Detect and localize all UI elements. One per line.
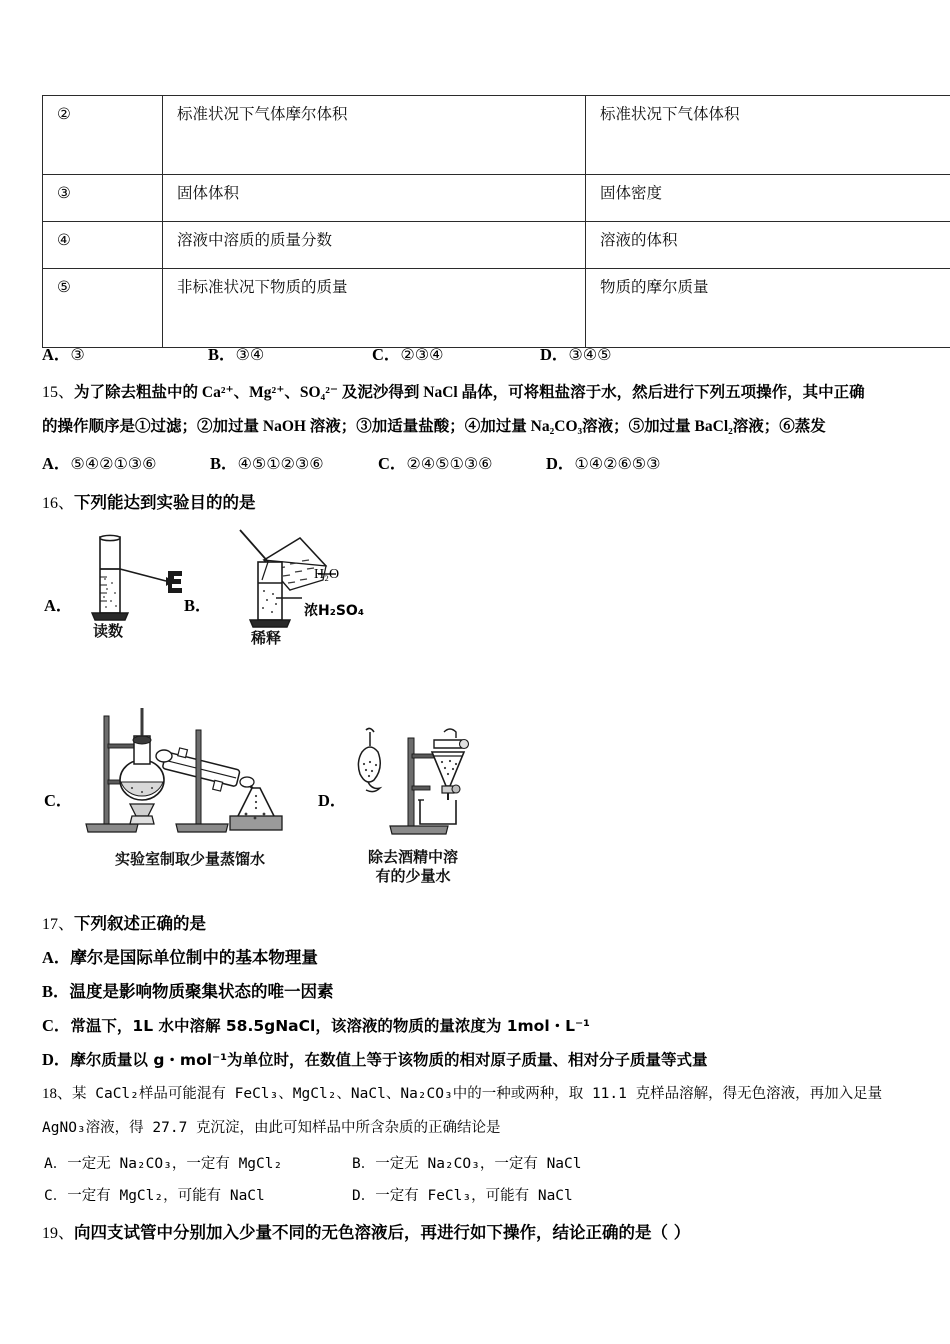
q15-stem-line2 [42, 414, 922, 436]
q16-figure-d [352, 724, 492, 846]
q18-option-b-label: B． [352, 1156, 376, 1172]
q14-option-d-label: D． [540, 345, 569, 364]
q15-option-c-label: C． [378, 454, 407, 473]
q15-number: 15、 [42, 384, 75, 401]
q14-option-b [208, 341, 264, 365]
table-cell-quantity-a: 固体体积 [163, 175, 586, 222]
table-cell-quantity-b: 固体密度 [586, 175, 950, 222]
q18-option-a [44, 1152, 282, 1173]
q16-stem-text: 下列能达到实验目的的是 [74, 493, 256, 512]
q19-stem-text: 向四支试管中分别加入少量不同的无色溶液后，再进行如下操作，结论正确的是（ ） [74, 1223, 691, 1242]
q18-option-a-label: A． [44, 1156, 68, 1172]
q14-option-a-value: ③ [70, 345, 85, 364]
q15-option-d-label: D． [546, 454, 575, 473]
table-cell-quantity-b: 物质的摩尔质量 [586, 269, 950, 348]
q15-option-c-value: ②④⑤①③⑥ [406, 454, 493, 473]
q16-stem [42, 489, 256, 513]
q15-option-a-label: A． [42, 454, 71, 473]
q16-figure-b [228, 528, 368, 638]
table-cell-quantity-a: 溶液中溶质的质量分数 [163, 222, 586, 269]
table-row [43, 269, 950, 348]
q14-option-b-label: B． [208, 345, 236, 364]
q16-figure-b-caption: 稀释 [250, 629, 281, 647]
table-cell-index: ④ [43, 222, 163, 269]
q17-option-a [42, 944, 318, 968]
q15-option-a-value: ⑤④②①③⑥ [70, 454, 157, 473]
q18-option-c-label: C． [44, 1188, 68, 1204]
q14-option-a [42, 341, 85, 365]
q16-figure-c [80, 706, 300, 846]
table-cell-quantity-b: 标准状况下气体体积 [586, 96, 950, 175]
separating-funnel-apparatus-icon [352, 724, 492, 846]
q17-option-a-label: A． [42, 948, 71, 967]
q16-figure-a-letter: A． [44, 596, 73, 615]
distillation-apparatus-icon [80, 706, 300, 846]
table-cell-quantity-a: 非标准状况下物质的质量 [163, 269, 586, 348]
q17-option-c [42, 1012, 590, 1036]
q16-figure-b-label-water: H₂O [314, 567, 340, 582]
q15-option-b-label: B． [210, 454, 238, 473]
q15-option-d [546, 450, 660, 474]
q14-option-c-label: C． [372, 345, 401, 364]
q16-figure-d-caption-line1: 除去酒精中溶 [367, 848, 458, 866]
q15-option-d-value: ①④②⑥⑤③ [574, 454, 661, 473]
q17-stem-text: 下列叙述正确的是 [74, 914, 207, 933]
q15-option-a [42, 450, 156, 474]
table-cell-index: ② [43, 96, 163, 175]
q18-stem-text-2: AgNO₃溶液，得 27.7 克沉淀，由此可知样品中所含杂质的正确结论是 [42, 1120, 501, 1136]
table-cell-index: ⑤ [43, 269, 163, 348]
q16-figure-a-caption: 读数 [92, 622, 123, 640]
q16-figure-c-letter: C． [44, 791, 73, 810]
q17-stem [42, 910, 206, 934]
q19-stem [42, 1219, 690, 1243]
comparison-table [42, 95, 950, 348]
q15-option-b-value: ④⑤①②③⑥ [237, 454, 324, 473]
table-row [43, 96, 950, 175]
table-row [43, 222, 950, 269]
q17-option-b-label: B． [42, 982, 70, 1001]
q15-option-b [210, 450, 324, 474]
q18-stem-text-1: 某 CaCl₂样品可能混有 FeCl₃、MgCl₂、NaCl、Na₂CO₃中的一种或两种，取 11.1 克样品溶解，得无色溶液，再加入足量 [72, 1086, 883, 1102]
table-cell-quantity-a: 标准状况下气体摩尔体积 [163, 96, 586, 175]
table-row [43, 175, 950, 222]
q18-stem-line1 [42, 1082, 927, 1103]
q18-option-d [352, 1184, 573, 1205]
q18-option-c-text: 一定有 MgCl₂，可能有 NaCl [67, 1188, 265, 1204]
q17-option-d-label: D． [42, 1050, 71, 1069]
q17-option-c-text: 常温下，1L 水中溶解 58.5gNaCl，该溶液的物质的量浓度为 1mol・L⁻¹ [70, 1017, 590, 1035]
q18-option-d-label: D． [352, 1188, 376, 1204]
q18-option-b [352, 1152, 582, 1173]
q16-figure-c-caption: 实验室制取少量蒸馏水 [114, 850, 265, 868]
q16-figure-d-caption-line2: 有的少量水 [375, 867, 451, 885]
table-cell-quantity-b: 溶液的体积 [586, 222, 950, 269]
acid-dilution-icon [228, 528, 368, 638]
q15-stem-text-1: 为了除去粗盐中的 Ca²⁺、Mg²⁺、SO₄²⁻ 及泥沙得到 NaCl 晶体，可将粗盐溶于水，然后进行下列五项操作，其中正确 [74, 384, 865, 401]
q14-option-d [540, 341, 611, 365]
q18-option-b-text: 一定无 Na₂CO₃，一定有 NaCl [375, 1156, 582, 1172]
q14-option-b-value: ③④ [235, 345, 265, 364]
q16-number: 16、 [42, 495, 75, 512]
q16-figure-b-letter: B． [184, 596, 212, 615]
q18-number: 18、 [42, 1086, 73, 1102]
q18-stem-line2 [42, 1116, 927, 1137]
q17-option-b-text: 温度是影响物质聚集状态的唯一因素 [69, 982, 334, 1001]
q15-stem-line1 [42, 379, 922, 402]
q17-option-d [42, 1046, 708, 1070]
q17-number: 17、 [42, 916, 75, 933]
q17-option-b [42, 978, 334, 1002]
table-cell-index: ③ [43, 175, 163, 222]
q19-number: 19、 [42, 1225, 75, 1242]
q16-figure-b-label-acid: 浓H₂SO₄ [304, 603, 364, 619]
q14-option-c [372, 341, 443, 365]
q17-option-c-label: C． [42, 1016, 71, 1035]
q18-option-c [44, 1184, 265, 1205]
q17-option-d-text: 摩尔质量以 g・mol⁻¹为单位时，在数值上等于该物质的相对原子质量、相对分子质量等式量 [70, 1051, 708, 1069]
q18-option-d-text: 一定有 FeCl₃，可能有 NaCl [375, 1188, 573, 1204]
q18-option-a-text: 一定无 Na₂CO₃，一定有 MgCl₂ [67, 1156, 283, 1172]
q14-option-d-value: ③④⑤ [568, 345, 612, 364]
q16-figure-d-letter: D． [318, 791, 347, 810]
q15-stem-text-2: 的操作顺序是①过滤；②加过量 NaOH 溶液；③加适量盐酸；④加过量 Na₂CO₃溶液；⑤加过量 BaCl₂溶液；⑥蒸发 [42, 418, 826, 435]
q14-option-c-value: ②③④ [400, 345, 444, 364]
q15-option-c [378, 450, 492, 474]
q17-option-a-text: 摩尔是国际单位制中的基本物理量 [70, 948, 318, 967]
q14-option-a-label: A． [42, 345, 71, 364]
